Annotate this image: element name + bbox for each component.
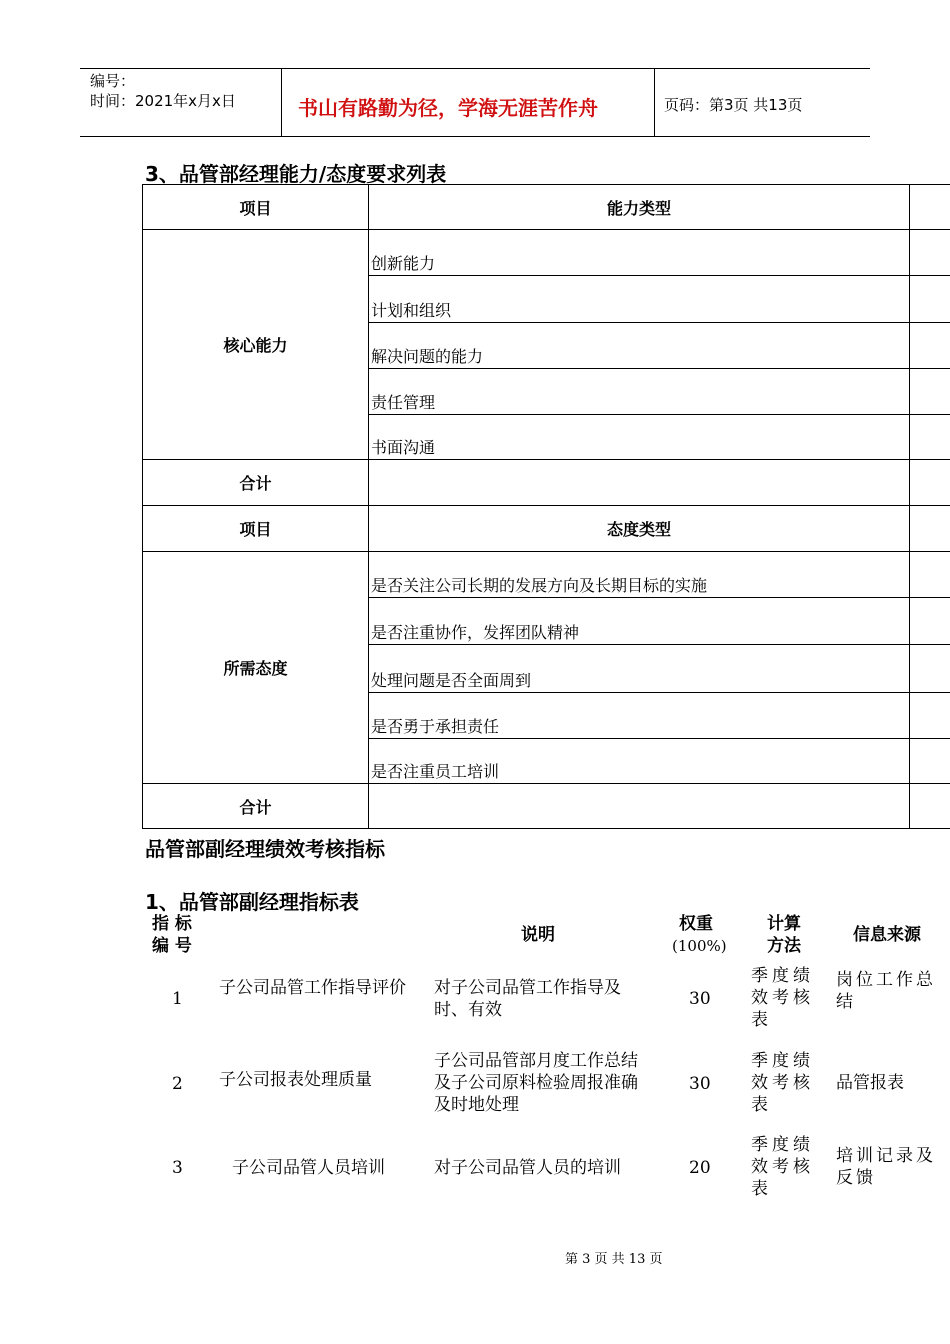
motto: 书山有路勤为径，学海无涯苦作舟 bbox=[298, 96, 598, 120]
list-item: 书面沟通 bbox=[371, 438, 436, 457]
list-item: 是否注重员工培训 bbox=[371, 762, 500, 781]
header-bottom-rule bbox=[80, 136, 870, 137]
col-item: 项目 bbox=[143, 185, 369, 230]
core-ability-row bbox=[143, 230, 950, 460]
table-header-row bbox=[143, 185, 950, 230]
row-name: 子公司品管人员培训 bbox=[232, 1158, 385, 1178]
col-weight-unit: (100%) bbox=[672, 937, 727, 955]
col-calc-header: 计算 方法 bbox=[767, 914, 801, 956]
attitude-label: 所需态度 bbox=[143, 552, 369, 784]
list-item: 计划和组织 bbox=[369, 276, 909, 323]
header-divider bbox=[281, 68, 282, 136]
row-no: 1 bbox=[172, 989, 183, 1009]
list-item: 是否注重协作，发挥团队精神 bbox=[369, 598, 909, 645]
row-method: 季度绩效考核表 bbox=[751, 1051, 814, 1115]
row-name: 子公司品管工作指导评价 bbox=[219, 978, 406, 998]
row-desc: 对子公司品管工作指导及时、有效 bbox=[434, 978, 621, 1020]
col-attitude-type: 态度类型 bbox=[369, 506, 910, 552]
core-ability-label: 核心能力 bbox=[143, 230, 369, 460]
header-divider bbox=[654, 68, 655, 136]
row-weight: 30 bbox=[689, 989, 711, 1009]
col-desc-header: 说明 bbox=[521, 925, 555, 945]
row-name: 子公司报表处理质量 bbox=[219, 1070, 372, 1090]
row-source: 培训记录及反馈 bbox=[836, 1146, 936, 1188]
total-row bbox=[143, 784, 950, 829]
row-weight: 30 bbox=[689, 1074, 711, 1094]
page-indicator: 页码：第3页 共13页 bbox=[664, 96, 803, 114]
header-top-rule bbox=[80, 68, 870, 69]
col-item: 项目 bbox=[143, 506, 369, 552]
list-item: 创新能力 bbox=[369, 230, 909, 276]
table-header-row bbox=[143, 506, 950, 552]
list-item: 是否关注公司长期的发展方向及长期目标的实施 bbox=[369, 552, 909, 598]
row-weight: 20 bbox=[689, 1158, 711, 1178]
ability-attitude-table bbox=[142, 184, 950, 829]
row-method: 季度绩效考核表 bbox=[751, 1135, 814, 1199]
row-desc: 对子公司品管人员的培训 bbox=[434, 1158, 621, 1178]
doc-time: 时间：2021年x月x日 bbox=[90, 92, 236, 110]
row-method: 季度绩效考核表 bbox=[751, 966, 814, 1030]
col-weight-header: 权重 bbox=[679, 914, 713, 934]
attitude-row bbox=[143, 552, 950, 784]
list-item: 解决问题的能力 bbox=[369, 323, 909, 369]
page-footer: 第 3 页 共 13 页 bbox=[565, 1252, 663, 1267]
total-label: 合计 bbox=[143, 460, 369, 506]
section-title: 3、品管部经理能力/态度要求列表 bbox=[145, 162, 447, 186]
row-no: 3 bbox=[172, 1158, 183, 1178]
list-item: 处理问题是否全面周到 bbox=[369, 645, 909, 693]
list-item: 责任管理 bbox=[369, 369, 909, 415]
row-source: 岗位工作总结 bbox=[836, 970, 936, 1012]
col-source-header: 信息来源 bbox=[853, 925, 921, 945]
col-no-header: 指 标 编 号 bbox=[152, 914, 192, 956]
list-item: 是否勇于承担责任 bbox=[369, 693, 909, 739]
total-label: 合计 bbox=[143, 784, 369, 829]
deputy-title: 品管部副经理绩效考核指标 bbox=[145, 837, 385, 861]
row-no: 2 bbox=[172, 1074, 183, 1094]
doc-number: 编号： bbox=[90, 72, 136, 90]
total-row bbox=[143, 460, 950, 506]
deputy-subtitle: 1、品管部副经理指标表 bbox=[145, 890, 359, 914]
col-ability-type: 能力类型 bbox=[369, 185, 910, 230]
row-source: 品管报表 bbox=[836, 1073, 904, 1093]
row-desc: 子公司品管部月度工作总结及子公司原料检验周报准确及时地处理 bbox=[434, 1051, 638, 1115]
